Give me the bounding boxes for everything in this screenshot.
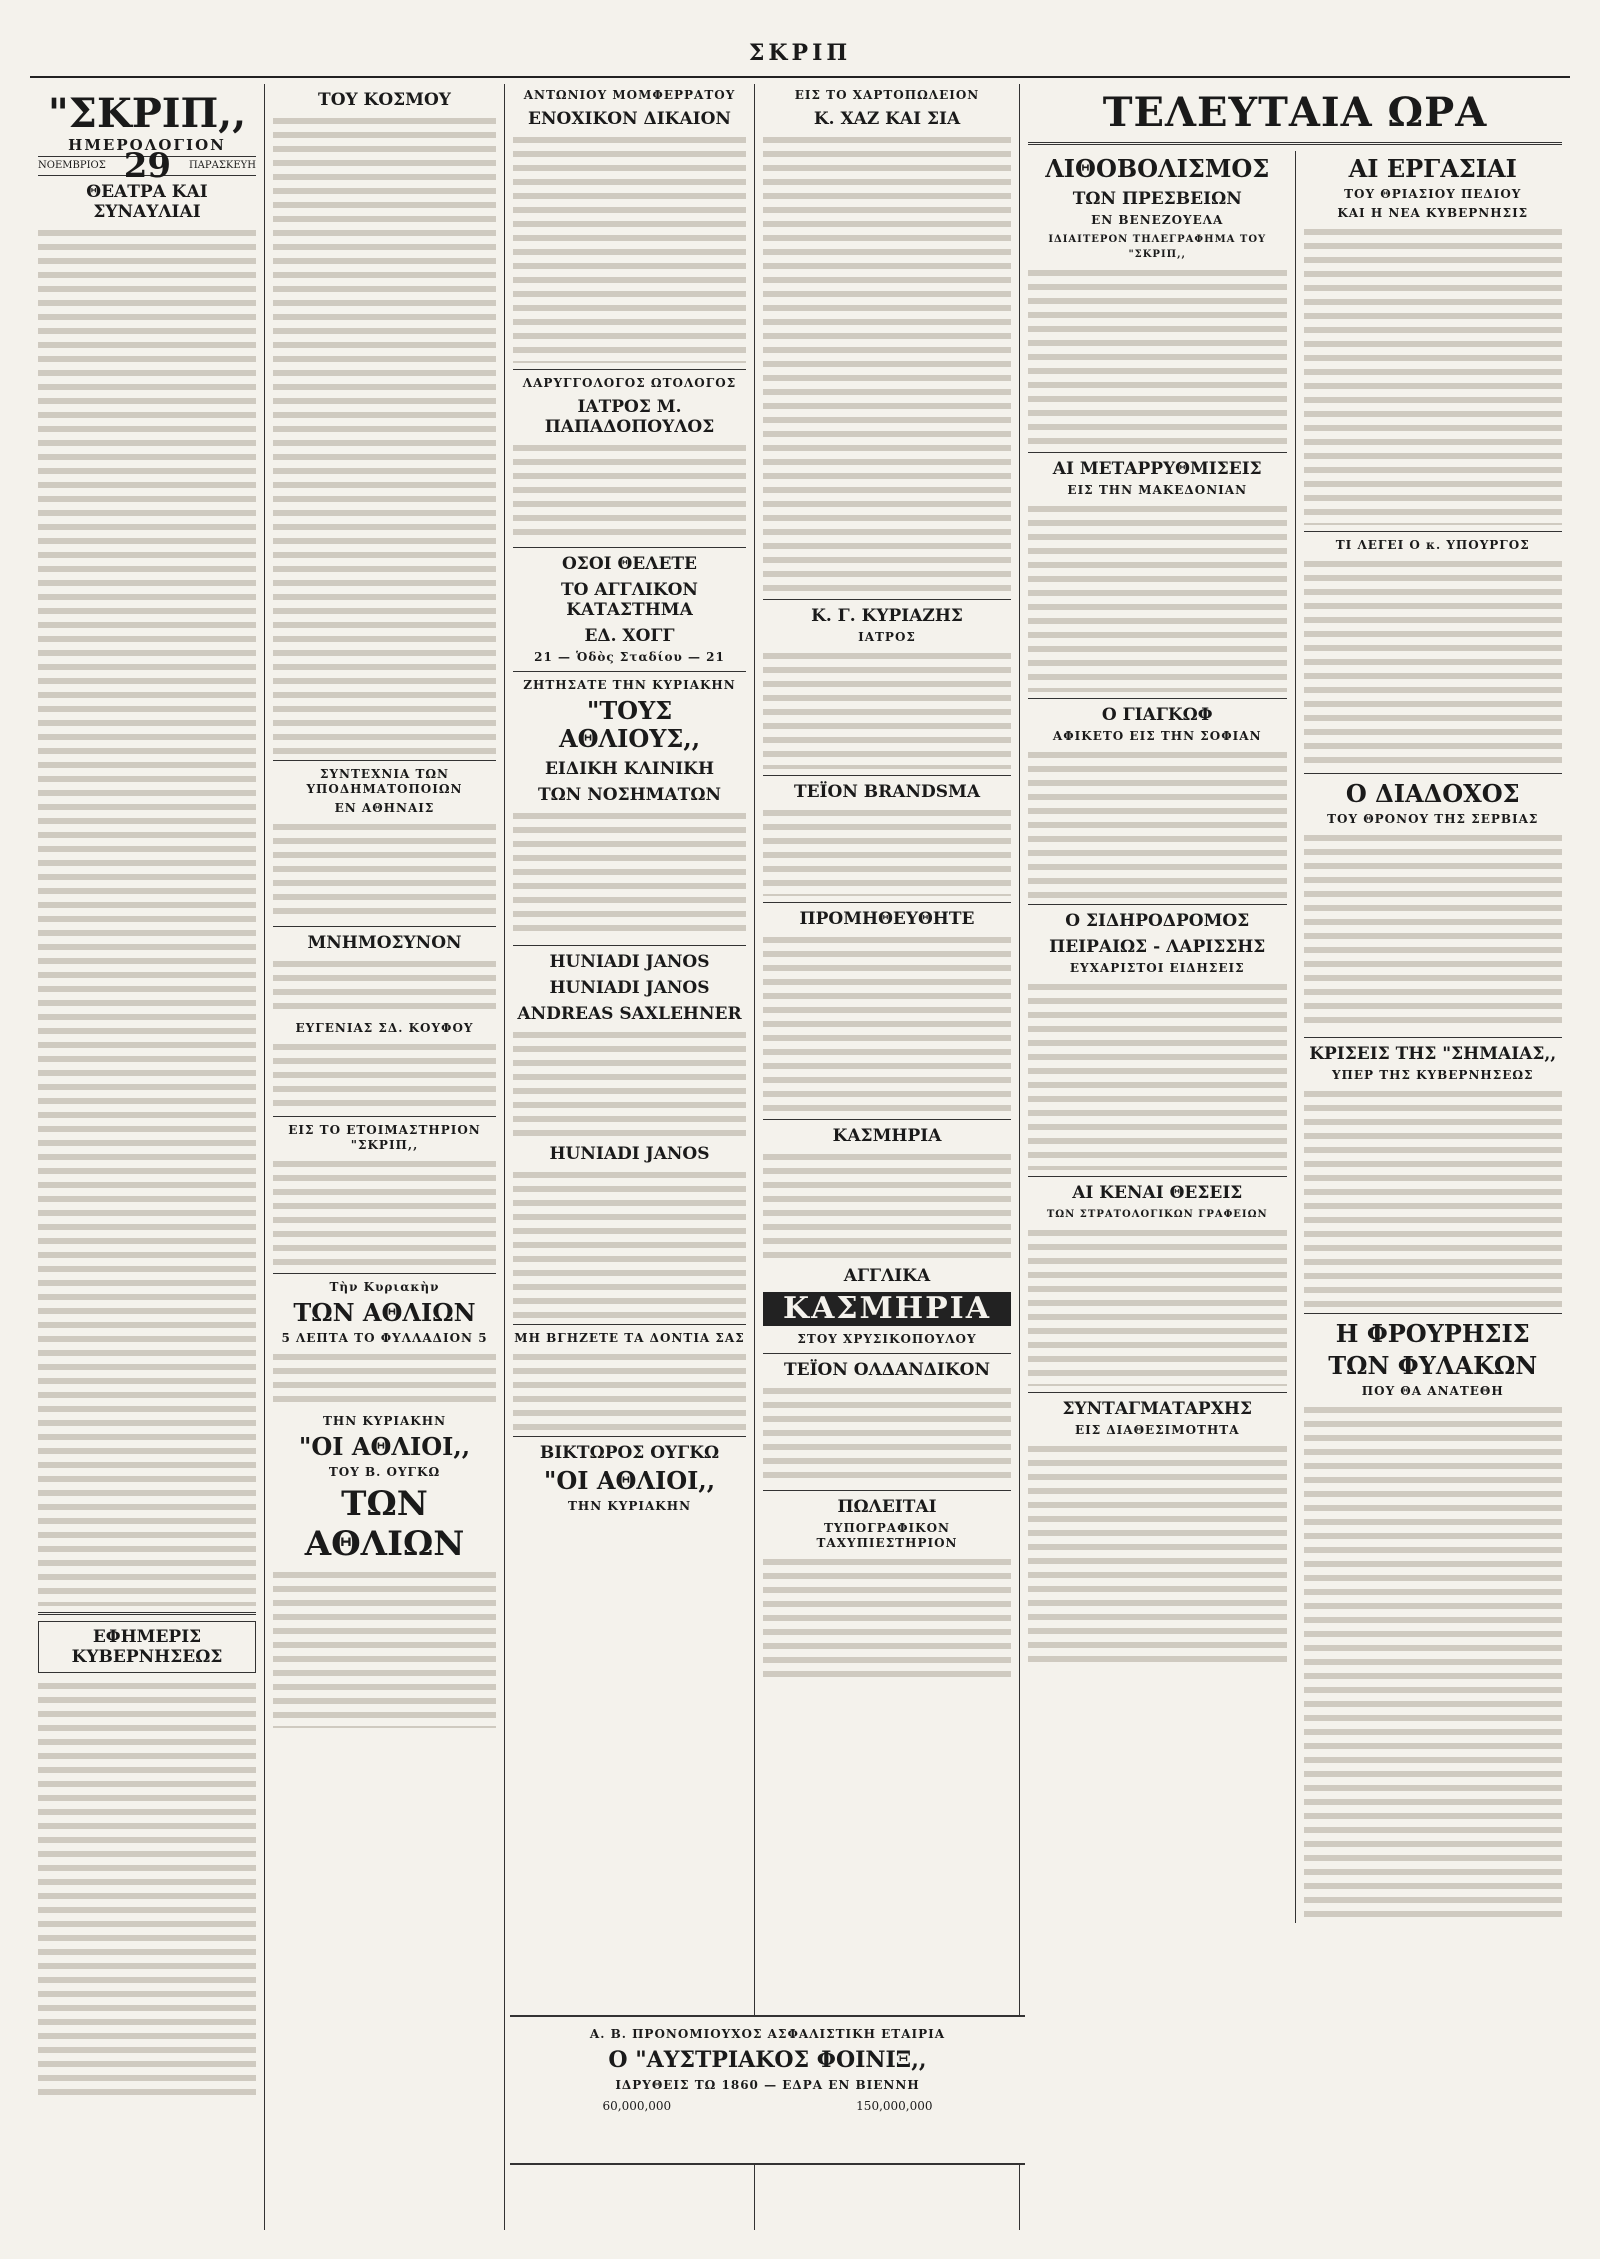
divider bbox=[1304, 1037, 1563, 1038]
vacancies-heading: ΑΙ ΚΕΝΑΙ ΘΕΣΕΙΣ bbox=[1072, 1183, 1243, 1203]
law-heading: ΕΝΟΧΙΚΟΝ ΔΙΚΑΙΟΝ bbox=[528, 109, 731, 129]
works-heading: ΑΙ ΕΡΓΑΣΙΑΙ bbox=[1348, 154, 1517, 183]
athlion-big-heading: ΤΩΝ ΑΘΛΙΩΝ bbox=[304, 1484, 465, 1564]
reforms-body bbox=[1028, 502, 1287, 692]
dateline-month: ΝΟΕΜΒΡΙΟΣ bbox=[38, 160, 106, 171]
cashmere-banner: ΚΑΣΜΗΡΙΑ bbox=[763, 1292, 1011, 1326]
doctor-title: ΙΑΤΡΟΣ bbox=[858, 630, 916, 644]
page-header bbox=[30, 40, 1570, 78]
insurance-line-2: Ο "ΑΥΣΤΡΙΑΚΟΣ ΦΟΙΝΙΞ,, bbox=[608, 2047, 927, 2073]
assoc-heading: ΣΥΝΤΕΧΝΙΑ ΤΩΝ ΥΠΟΔΗΜΑΤΟΠΟΙΩΝ bbox=[306, 767, 463, 796]
divider bbox=[513, 671, 746, 672]
divider bbox=[1028, 142, 1562, 145]
divider bbox=[1028, 1176, 1287, 1177]
guard-heading: Η ΦΡΟΥΡΗΣΙΣ bbox=[1335, 1319, 1530, 1348]
guard-sub: ΤΩΝ ΦΥΛΑΚΩΝ bbox=[1328, 1351, 1538, 1380]
stoning-heading: ΛΙΘΟΒΟΛΙΣΜΟΣ bbox=[1045, 154, 1270, 183]
brandsma-body bbox=[763, 806, 1011, 896]
paper-shop-heading: ΕΙΣ ΤΟ ΧΑΡΤΟΠΩΛΕΙΟΝ bbox=[794, 88, 980, 102]
column-5 bbox=[1020, 84, 1570, 2230]
gov-heading: ΕΦΗΜΕΡΙΣ ΚΥΒΕΡΝΗΣΕΩΣ bbox=[38, 1621, 256, 1673]
author-label: ΤΟΥ Β. ΟΥΓΚΩ bbox=[328, 1465, 441, 1479]
divider bbox=[513, 547, 746, 548]
law-body bbox=[513, 133, 746, 363]
chrysikopoulos-label: ΣΤΟΥ ΧΡΥΣΙΚΟΠΟΥΛΟΥ bbox=[797, 1332, 977, 1346]
reforms-heading: ΑΙ ΜΕΤΑΡΡΥΘΜΙΣΕΙΣ bbox=[1052, 459, 1262, 479]
minister-heading: ΤΙ ΛΕΓΕΙ Ο κ. ΥΠΟΥΡΓΟΣ bbox=[1335, 538, 1530, 552]
works-sub: ΤΟΥ ΘΡΙΑΣΙΟΥ ΠΕΔΙΟΥ bbox=[1344, 187, 1522, 201]
divider bbox=[513, 1324, 746, 1325]
world-heading: ΤΟΥ ΚΟΣΜΟΥ bbox=[318, 90, 451, 110]
world-body bbox=[273, 114, 496, 754]
shop-heading: ΕΙΣ ΤΟ ΕΤΟΙΜΑΣΤΗΡΙΟΝ "ΣΚΡΙΠ,, bbox=[288, 1123, 481, 1152]
column-5-inner bbox=[1028, 151, 1296, 1923]
hunyadi-body-2 bbox=[513, 1168, 746, 1318]
guard-sub-2: ΠΟΥ ΘΑ ΑΝΑΤΕΘΗ bbox=[1361, 1384, 1504, 1398]
divider bbox=[1304, 1313, 1563, 1314]
wish-heading: ΟΣΟΙ ΘΕΛΕΤΕ bbox=[561, 554, 698, 574]
supply-heading: ΠΡΟΜΗΘΕΥΘΗΤΕ bbox=[799, 909, 975, 929]
giagkof-sub: ΑΦΙΚΕΤΟ ΕΙΣ ΤΗΝ ΣΟΦΙΑΝ bbox=[1052, 729, 1262, 743]
divider bbox=[763, 902, 1011, 903]
theatre-heading: ΘΕΑΤΡΑ ΚΑΙ ΣΥΝΑΥΛΙΑΙ bbox=[86, 182, 208, 222]
divider bbox=[513, 945, 746, 946]
assoc-sub: ΕΝ ΑΘΗΝΑΙΣ bbox=[334, 801, 435, 815]
availability-sub: ΕΙΣ ΔΙΑΘΕΣΙΜΟΤΗΤΑ bbox=[1074, 1423, 1240, 1437]
insurance-ad bbox=[510, 2015, 1025, 2165]
divider bbox=[513, 1436, 746, 1437]
column-3 bbox=[505, 84, 755, 2230]
giagkof-heading: Ο ΓΙΑΓΚΩΦ bbox=[1101, 705, 1213, 725]
criticism-body bbox=[1304, 1087, 1563, 1307]
column-1 bbox=[30, 84, 265, 2230]
divider bbox=[1028, 1392, 1287, 1393]
hunyadi-body bbox=[513, 1028, 746, 1138]
athlion-big-body bbox=[273, 1568, 496, 1728]
divider bbox=[1028, 904, 1287, 905]
hunyadi-heading-1: HUNIADI JANOS bbox=[549, 952, 710, 972]
hugo-label: ΒΙΚΤΩΡΟΣ ΟΥΓΚΩ bbox=[539, 1443, 720, 1463]
sale-sub: ΤΥΠΟΓΡΑΦΙΚΟΝ ΤΑΧΥΠΙΕΣΤΗΡΙΟΝ bbox=[816, 1521, 958, 1550]
insurance-amount-1: 60,000,000 bbox=[602, 2099, 672, 2113]
gov-body bbox=[38, 1679, 256, 2099]
clinic-heading: ΕΙΔΙΚΗ ΚΛΙΝΙΚΗ bbox=[544, 759, 715, 779]
insurance-line-1: Α. Β. ΠΡΟΝΟΜΙΟΥΧΟΣ ΑΣΦΑΛΙΣΤΙΚΗ ΕΤΑΙΡΙΑ bbox=[589, 2027, 946, 2041]
teeth-body bbox=[513, 1350, 746, 1430]
divider bbox=[273, 1116, 496, 1117]
doctor-kyriazis-body bbox=[763, 649, 1011, 769]
supply-body bbox=[763, 933, 1011, 1113]
last-hour-headline: ΤΕΛΕΥΤΑΙΑ ΩΡΑ bbox=[1102, 89, 1488, 136]
colonels-heading: ΣΥΝΤΑΓΜΑΤΑΡΧΗΣ bbox=[1062, 1399, 1252, 1419]
sunday-label: Τὴν Κυριακὴν bbox=[329, 1280, 440, 1294]
columns bbox=[30, 84, 1570, 2230]
page-header-title: ΣΚΡΙΠ bbox=[748, 40, 852, 66]
stoning-body bbox=[1028, 266, 1287, 446]
last-hour-columns bbox=[1028, 151, 1562, 1923]
sale-heading: ΠΩΛΕΙΤΑΙ bbox=[837, 1497, 937, 1517]
assoc-body bbox=[273, 820, 496, 920]
athlion-body bbox=[273, 1350, 496, 1410]
paper-shop-body bbox=[763, 133, 1011, 593]
divider bbox=[763, 599, 1011, 600]
colonels-body bbox=[1028, 1442, 1287, 1662]
paper-shop-name: Κ. ΧΑΖ ΚΑΙ ΣΙΑ bbox=[813, 109, 961, 129]
divider bbox=[273, 760, 496, 761]
works-body bbox=[1304, 225, 1563, 525]
divider bbox=[273, 926, 496, 927]
column-6-inner bbox=[1304, 151, 1563, 1923]
hunyadi-heading-3: HUNIADI JANOS bbox=[549, 1144, 710, 1164]
divider bbox=[1028, 452, 1287, 453]
memorial-body-2 bbox=[273, 1040, 496, 1110]
athlion-sub: 5 ΛΕΠΤΑ ΤΟ ΦΥΛΛΑΔΙΟΝ 5 bbox=[281, 1331, 488, 1345]
guard-body bbox=[1304, 1403, 1563, 1923]
theatre-body bbox=[38, 226, 256, 1606]
divider bbox=[1304, 531, 1563, 532]
hunyadi-heading-2: HUNIADI JANOS bbox=[549, 978, 710, 998]
railway-sub: ΠΕΙΡΑΙΩΣ - ΛΑΡΙΣΣΗΣ bbox=[1049, 937, 1266, 957]
insurance-line-3: ΙΔΡΥΘΕΙΣ ΤΩ 1860 — ΕΔΡΑ ΕΝ ΒΙΕΝΝΗ bbox=[615, 2078, 920, 2092]
memorial-name: ΕΥΓΕΝΙΑΣ ΣΔ. ΚΟΥΦΟΥ bbox=[295, 1021, 474, 1035]
oldenburg-body bbox=[763, 1384, 1011, 1484]
column-4 bbox=[755, 84, 1020, 2230]
newspaper-page bbox=[30, 40, 1570, 2230]
telegram-label: ΙΔΙΑΙΤΕΡΟΝ ΤΗΛΕΓΡΑΦΗΜΑ ΤΟΥ "ΣΚΡΙΠ,, bbox=[1048, 234, 1267, 260]
vacancies-body bbox=[1028, 1226, 1287, 1386]
dateline-day: 29 bbox=[123, 146, 172, 186]
dateline bbox=[38, 146, 256, 186]
divider bbox=[1028, 698, 1287, 699]
minister-body bbox=[1304, 557, 1563, 767]
railway-body bbox=[1028, 980, 1287, 1170]
venezuela-label: ΕΝ ΒΕΝΕΖΟΥΕΛΑ bbox=[1091, 213, 1224, 227]
cashmere-heading: ΚΑΣΜΗΡΙΑ bbox=[832, 1126, 942, 1146]
teeth-heading: ΜΗ ΒΓΗΖΕΤΕ ΤΑ ΔΟΝΤΙΑ ΣΑΣ bbox=[514, 1331, 745, 1345]
oi-athlioi-2: "ΟΙ ΑΘΛΙΟΙ,, bbox=[543, 1466, 716, 1495]
successor-body bbox=[1304, 831, 1563, 1031]
lawyer-name: ΑΝΤΩΝΙΟΥ ΜΟΜΦΕΡΡΑΤΟΥ bbox=[523, 88, 736, 102]
paper-title: "ΣΚΡΙΠ,, bbox=[47, 90, 247, 137]
vacancies-sub: ΤΩΝ ΣΤΡΑΤΟΛΟΓΙΚΩΝ ΓΡΑΦΕΙΩΝ bbox=[1046, 1209, 1268, 1220]
shop-body bbox=[273, 1157, 496, 1267]
memorial-heading: ΜΝΗΜΟΣΥΝΟΝ bbox=[307, 933, 462, 953]
athlion-heading: ΤΩΝ ΑΘΛΙΩΝ bbox=[293, 1298, 476, 1327]
divider bbox=[763, 1119, 1011, 1120]
tous-athlious: "ΤΟΥΣ ΑΘΛΙΟΥΣ,, bbox=[558, 696, 701, 753]
successor-sub: ΤΟΥ ΘΡΟΝΟΥ ΤΗΣ ΣΕΡΒΙΑΣ bbox=[1327, 812, 1539, 826]
doctor-kyriazis: Κ. Γ. ΚΥΡΙΑΖΗΣ bbox=[811, 606, 963, 626]
divider bbox=[763, 1353, 1011, 1354]
divider bbox=[1304, 773, 1563, 774]
insurance-amounts bbox=[510, 2099, 1025, 2113]
oldenburg-heading: ΤΕΪΟΝ ΟΛΔΑΝΔΙΚΟΝ bbox=[783, 1360, 990, 1380]
brandsma-heading: ΤΕΪΟΝ BRANDSMA bbox=[793, 782, 981, 802]
clinic-body bbox=[513, 809, 746, 939]
divider bbox=[513, 369, 746, 370]
insurance-amount-2: 150,000,000 bbox=[856, 2099, 933, 2113]
cashmere-body bbox=[763, 1150, 1011, 1260]
ask-sunday: ΖΗΤΗΣΑΤΕ ΤΗΝ ΚΥΡΙΑΚΗΝ bbox=[523, 678, 736, 692]
railway-news: ΕΥΧΑΡΙΣΤΟΙ ΕΙΔΗΣΕΙΣ bbox=[1069, 961, 1245, 975]
divider bbox=[763, 775, 1011, 776]
criticism-heading: ΚΡΙΣΕΙΣ ΤΗΣ "ΣΗΜΑΙΑΣ,, bbox=[1309, 1044, 1557, 1064]
divider bbox=[763, 1490, 1011, 1491]
shop-address: 21 — Ὁδὸς Σταδίου — 21 bbox=[534, 650, 725, 664]
works-sub-2: ΚΑΙ Η ΝΕΑ ΚΥΒΕΡΝΗΣΙΣ bbox=[1337, 206, 1529, 220]
paper-subtitle: ΗΜΕΡΟΛΟΓΙΟΝ bbox=[68, 136, 226, 154]
doctor-body bbox=[513, 441, 746, 541]
saxlehner-heading: ANDREAS SAXLEHNER bbox=[517, 1004, 742, 1024]
divider bbox=[273, 1273, 496, 1274]
sale-body bbox=[763, 1555, 1011, 1685]
stoning-sub: ΤΩΝ ΠΡΕΣΒΕΙΩΝ bbox=[1072, 189, 1242, 209]
successor-heading: Ο ΔΙΑΔΟΧΟΣ bbox=[1345, 779, 1520, 808]
dateline-weekday: ΠΑΡΑΣΚΕΥΗ bbox=[188, 160, 256, 171]
memorial-body bbox=[273, 957, 496, 1017]
kyriaki-label-2: ΤΗΝ ΚΥΡΙΑΚΗΝ bbox=[567, 1499, 692, 1513]
column-2 bbox=[265, 84, 505, 2230]
shop-owner: ΕΔ. ΧΟΓΓ bbox=[584, 626, 675, 646]
oi-athlioi-heading: "ΟΙ ΑΘΛΙΟΙ,, bbox=[298, 1432, 471, 1461]
doctor-heading: ΛΑΡΥΓΓΟΛΟΓΟΣ ΩΤΟΛΟΓΟΣ bbox=[522, 376, 737, 390]
english-heading: ΑΓΓΛΙΚΑ bbox=[843, 1266, 931, 1286]
kyriaki-label: ΤΗΝ ΚΥΡΙΑΚΗΝ bbox=[322, 1414, 447, 1428]
doctor-name: ΙΑΤΡΟΣ Μ. ΠΑΠΑΔΟΠΟΥΛΟΣ bbox=[544, 397, 715, 437]
shop-name: ΤΟ ΑΓΓΛΙΚΟΝ ΚΑΤΑΣΤΗΜΑ bbox=[561, 580, 698, 620]
giagkof-body bbox=[1028, 748, 1287, 898]
criticism-sub: ΥΠΕΡ ΤΗΣ ΚΥΒΕΡΝΗΣΕΩΣ bbox=[1331, 1068, 1534, 1082]
railway-heading: Ο ΣΙΔΗΡΟΔΡΟΜΟΣ bbox=[1065, 911, 1250, 931]
reforms-sub: ΕΙΣ ΤΗΝ ΜΑΚΕΔΟΝΙΑΝ bbox=[1067, 483, 1248, 497]
clinic-sub: ΤΩΝ ΝΟΣΗΜΑΤΩΝ bbox=[538, 785, 721, 805]
divider bbox=[38, 1612, 256, 1615]
